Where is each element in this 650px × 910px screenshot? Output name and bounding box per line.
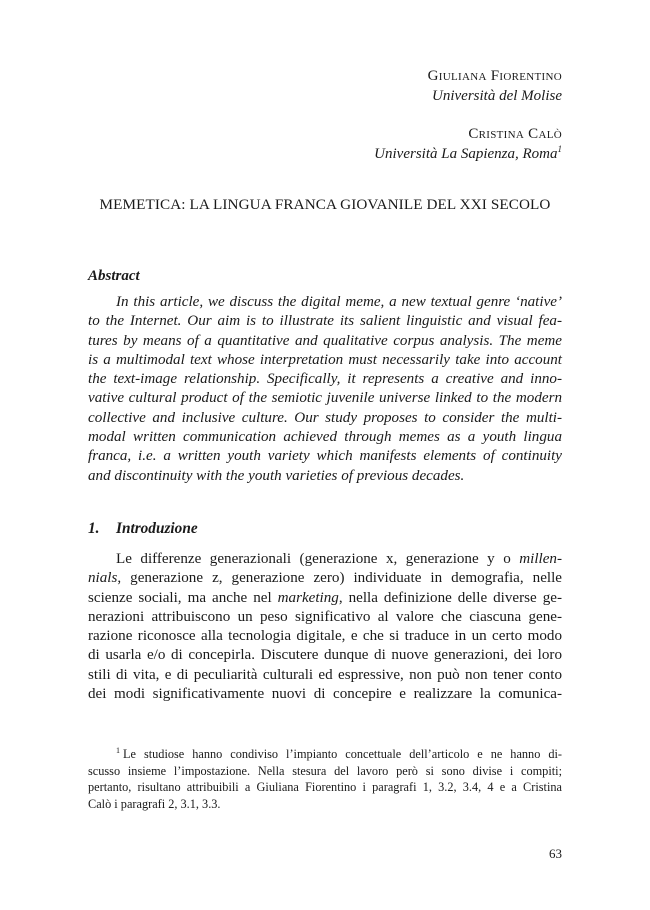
- italic-term: nials: [88, 570, 118, 587]
- footnote-number: 1: [116, 745, 120, 755]
- body-paragraph: [88, 550, 562, 704]
- body-line: [88, 550, 562, 569]
- footnote: [88, 746, 562, 812]
- footnote-marker: 1: [557, 144, 562, 154]
- body-line: [88, 589, 562, 608]
- abstract-line: the text-image relationship. Specifically, it represents a creative and inno-: [88, 371, 562, 388]
- body-line: [88, 569, 562, 588]
- author-1: [374, 66, 562, 106]
- abstract-line: franca, i.e. a written youth variety which manifests elements of continuity: [88, 448, 562, 465]
- footnote-line: pertanto, risultano attribuibili a Giuliana Fiorentino i paragrafi 1, 3.2, 3.4, 4 e a Cristina: [88, 780, 562, 795]
- body-text-span: scienze sociali, ma anche nel: [88, 589, 278, 606]
- italic-term: marketing: [277, 589, 339, 606]
- body-line: nerazioni attribuiscono un peso significativo al valore che ciascuna gene-: [88, 608, 562, 625]
- abstract-line: to the Internet. Our aim is to illustrate its salient linguistic and visual fea-: [88, 313, 562, 330]
- abstract-heading: Abstract: [88, 268, 140, 284]
- body-line: di usarla e/o di concepirla. Discutere dunque di nuove generazioni, dei loro: [88, 647, 562, 664]
- abstract-line: is a multimodal text whose interpretation must necessarily take into account: [88, 351, 562, 368]
- page-number: 63: [549, 846, 562, 861]
- body-line: razione riconosce alla tecnologia digitale, e che si traduce in un certo modo: [88, 628, 562, 645]
- footnote-line: Calò i paragrafi 2, 3.1, 3.3.: [88, 796, 221, 811]
- affiliation-text: Università La Sapienza, Roma: [374, 146, 558, 162]
- section-title: Introduzione: [116, 520, 198, 537]
- author-affiliation: [374, 144, 562, 164]
- author-affiliation: Università del Molise: [432, 88, 562, 104]
- abstract-line: and discontinuity with the youth varieties of previous decades.: [88, 467, 465, 484]
- body-text-span: , nella definizione delle diverse ge-: [338, 589, 562, 606]
- italic-term: millen-: [519, 551, 562, 567]
- body-line: stili di vita, e di peculiarità culturali ed espressive, non può non tener conto: [88, 666, 562, 683]
- section-heading: [88, 520, 198, 538]
- abstract-line: In this article, we discuss the digital meme, a new textual genre ‘native’: [116, 294, 562, 310]
- paper-title: MEMETICA: LA LINGUA FRANCA GIOVANILE DEL XXI SECOLO: [99, 196, 551, 213]
- abstract-line: collective and inclusive culture. Our study proposes to consider the multi-: [88, 409, 562, 426]
- author-name: Giuliana Fiorentino: [427, 68, 562, 84]
- footnote-line: scusso insieme l’impostazione. Nella stesura del lavoro però si sono divise i compiti;: [88, 763, 562, 778]
- author-name: Cristina Calò: [468, 126, 562, 142]
- body-text-span: Le differenze generazionali (generazione x, generazione y o: [116, 551, 520, 567]
- footnote-line: [88, 746, 562, 763]
- abstract-line: vative cultural product of the semiotic juvenile universe linked to the modern: [88, 390, 562, 407]
- body-line: dei modi significativamente nuovi di concepire e realizzare la comunica-: [88, 686, 562, 703]
- section-number: 1.: [88, 520, 100, 537]
- abstract-line: tures by means of a quantitative and qualitative corpus analysis. The meme: [88, 332, 562, 349]
- author-block-list: [374, 66, 562, 164]
- abstract-line: modal written communication achieved through memes as a youth lingua: [88, 429, 562, 446]
- author-2: [374, 124, 562, 164]
- footnote-text: Le studiose hanno condiviso l’impianto concettuale dell’articolo e ne hanno di-: [123, 747, 562, 761]
- abstract-body: [88, 293, 562, 486]
- body-text-span: , generazione z, generazione zero) individuate in demografia, nelle: [117, 570, 562, 587]
